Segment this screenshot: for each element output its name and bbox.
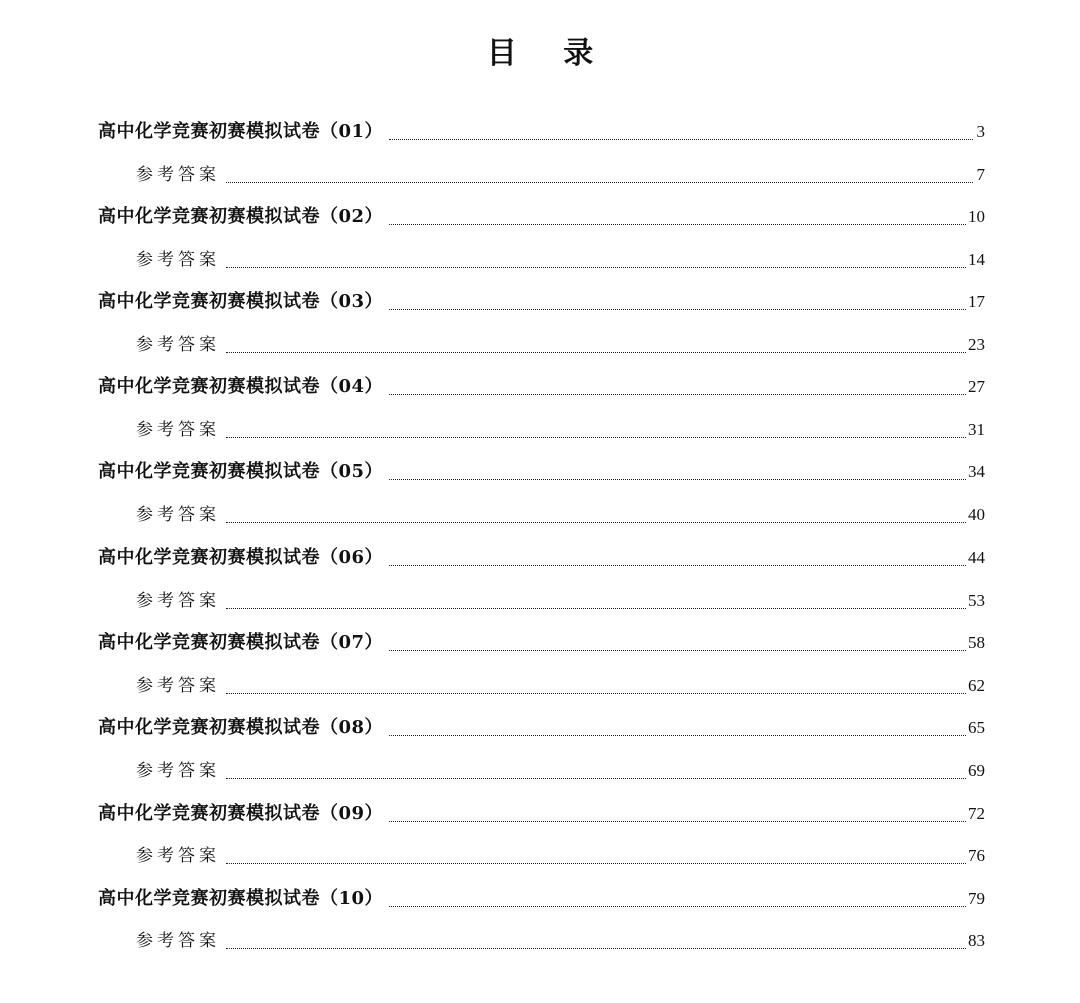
toc-entry-label: 参考答案 (136, 250, 220, 270)
toc-dot-leader (389, 565, 966, 566)
toc-entry-label: 高中化学竞赛初赛模拟试卷（06） (98, 547, 384, 568)
toc-page-number: 72 (968, 804, 985, 823)
toc-dot-leader (226, 352, 966, 353)
toc-dot-leader (226, 437, 966, 438)
toc-page-number: 7 (976, 165, 985, 184)
toc-entry-exam-09[interactable] (0, 799, 1080, 829)
toc-entry-answers-06[interactable] (0, 586, 1080, 616)
toc-entry-label: 高中化学竞赛初赛模拟试卷（05） (98, 461, 384, 482)
toc-dot-leader (226, 267, 966, 268)
toc-page-number: 65 (968, 718, 985, 737)
toc-entry-answers-08[interactable] (0, 756, 1080, 786)
toc-page-number: 53 (968, 591, 985, 610)
toc-dot-leader (226, 522, 966, 523)
toc-page-number: 3 (976, 122, 985, 141)
toc-dot-leader (226, 608, 966, 609)
toc-page-number: 14 (968, 250, 985, 269)
toc-entry-exam-06[interactable] (0, 543, 1080, 573)
toc-page-number: 34 (968, 462, 985, 481)
toc-entry-label: 参考答案 (136, 591, 220, 611)
toc-entry-label: 参考答案 (136, 165, 220, 185)
toc-entry-label: 参考答案 (136, 846, 220, 866)
toc-entry-label: 参考答案 (136, 931, 220, 951)
toc-entry-label: 参考答案 (136, 335, 220, 355)
toc-page-number: 44 (968, 548, 985, 567)
toc-page-number: 76 (968, 846, 985, 865)
toc-entry-label: 高中化学竞赛初赛模拟试卷（03） (98, 291, 384, 312)
page-title: 目 录 (486, 36, 612, 71)
toc-page-number: 31 (968, 420, 985, 439)
toc-page-number: 58 (968, 633, 985, 652)
toc-entry-answers-03[interactable] (0, 330, 1080, 360)
toc-page-number: 40 (968, 505, 985, 524)
toc-dot-leader (389, 394, 966, 395)
toc-dot-leader (389, 650, 966, 651)
toc-entry-exam-04[interactable] (0, 372, 1080, 402)
toc-entry-exam-10[interactable] (0, 884, 1080, 914)
toc-entry-label: 参考答案 (136, 761, 220, 781)
toc-page-number: 23 (968, 335, 985, 354)
toc-dot-leader (389, 479, 966, 480)
toc-entry-label: 参考答案 (136, 676, 220, 696)
toc-entry-answers-02[interactable] (0, 245, 1080, 275)
toc-entry-label: 高中化学竞赛初赛模拟试卷（01） (98, 121, 384, 142)
toc-entry-label: 高中化学竞赛初赛模拟试卷（07） (98, 632, 384, 653)
toc-entry-label: 高中化学竞赛初赛模拟试卷（09） (98, 803, 384, 824)
toc-entry-label: 高中化学竞赛初赛模拟试卷（02） (98, 206, 384, 227)
toc-dot-leader (389, 821, 966, 822)
toc-page-number: 79 (968, 889, 985, 908)
toc-dot-leader (389, 309, 966, 310)
toc-entry-exam-07[interactable] (0, 628, 1080, 658)
toc-dot-leader (389, 735, 966, 736)
toc-page-number: 10 (968, 207, 985, 226)
toc-dot-leader (226, 182, 973, 183)
toc-entry-answers-07[interactable] (0, 671, 1080, 701)
toc-dot-leader (226, 693, 966, 694)
toc-entry-exam-01[interactable] (0, 117, 1080, 147)
toc-entry-label: 参考答案 (136, 505, 220, 525)
toc-dot-leader (226, 778, 966, 779)
toc-page-number: 27 (968, 377, 985, 396)
toc-page-number: 17 (968, 292, 985, 311)
toc-page-number: 62 (968, 676, 985, 695)
toc-entry-label: 高中化学竞赛初赛模拟试卷（10） (98, 888, 384, 909)
toc-dot-leader (389, 224, 966, 225)
toc-entry-label: 高中化学竞赛初赛模拟试卷（04） (98, 376, 384, 397)
toc-page-number: 69 (968, 761, 985, 780)
toc-entry-label: 参考答案 (136, 420, 220, 440)
toc-entry-label: 高中化学竞赛初赛模拟试卷（08） (98, 717, 384, 738)
toc-entry-exam-03[interactable] (0, 287, 1080, 317)
toc-entry-exam-02[interactable] (0, 202, 1080, 232)
toc-entry-answers-04[interactable] (0, 415, 1080, 445)
toc-page-number: 83 (968, 931, 985, 950)
toc-dot-leader (389, 139, 973, 140)
toc-entry-answers-01[interactable] (0, 160, 1080, 190)
toc-entry-answers-09[interactable] (0, 841, 1080, 871)
toc-entry-exam-08[interactable] (0, 713, 1080, 743)
toc-entry-answers-10[interactable] (0, 926, 1080, 956)
toc-dot-leader (389, 906, 966, 907)
toc-dot-leader (226, 863, 966, 864)
toc-dot-leader (226, 948, 966, 949)
toc-entry-exam-05[interactable] (0, 457, 1080, 487)
toc-entry-answers-05[interactable] (0, 500, 1080, 530)
